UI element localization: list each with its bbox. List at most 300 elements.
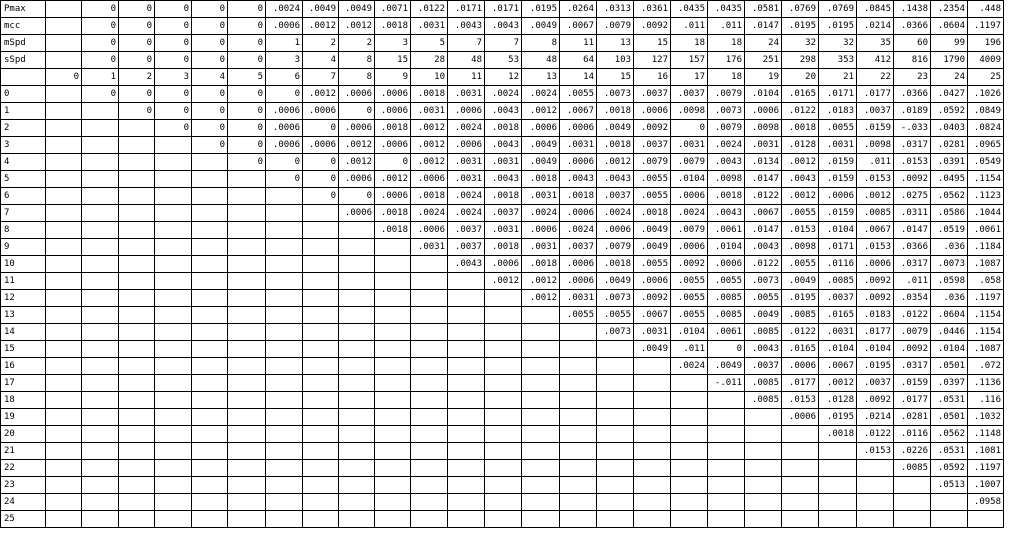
- grid-cell[interactable]: .0055: [782, 256, 819, 273]
- grid-cell[interactable]: 17: [671, 69, 708, 86]
- grid-cell[interactable]: [46, 511, 82, 528]
- grid-cell[interactable]: .1087: [968, 256, 1004, 273]
- grid-cell[interactable]: 0: [119, 35, 155, 52]
- grid-cell[interactable]: 23: [894, 69, 931, 86]
- grid-cell[interactable]: [266, 460, 303, 477]
- grid-cell[interactable]: 4: [303, 52, 339, 69]
- grid-cell[interactable]: .0435: [708, 1, 745, 18]
- grid-cell[interactable]: [339, 222, 375, 239]
- grid-cell[interactable]: .0043: [708, 154, 745, 171]
- row-label[interactable]: 8: [1, 222, 46, 239]
- grid-cell[interactable]: [82, 426, 119, 443]
- grid-cell[interactable]: .0012: [522, 273, 560, 290]
- grid-cell[interactable]: .0006: [339, 205, 375, 222]
- grid-cell[interactable]: [228, 494, 266, 511]
- grid-cell[interactable]: [192, 324, 228, 341]
- grid-cell[interactable]: [411, 443, 448, 460]
- row-label[interactable]: 11: [1, 273, 46, 290]
- grid-cell[interactable]: .0122: [745, 256, 782, 273]
- grid-cell[interactable]: .0159: [819, 205, 857, 222]
- grid-cell[interactable]: .0031: [819, 137, 857, 154]
- grid-cell[interactable]: [303, 392, 339, 409]
- grid-cell[interactable]: .0006: [745, 103, 782, 120]
- grid-cell[interactable]: .0006: [303, 137, 339, 154]
- grid-cell[interactable]: [485, 324, 522, 341]
- grid-cell[interactable]: [82, 273, 119, 290]
- grid-cell[interactable]: [634, 426, 671, 443]
- grid-cell[interactable]: .0006: [671, 239, 708, 256]
- grid-cell[interactable]: .0147: [745, 18, 782, 35]
- grid-cell[interactable]: 0: [228, 137, 266, 154]
- grid-cell[interactable]: 18: [708, 69, 745, 86]
- grid-cell[interactable]: .0024: [522, 205, 560, 222]
- grid-cell[interactable]: 0: [155, 86, 192, 103]
- grid-cell[interactable]: .0122: [411, 1, 448, 18]
- grid-cell[interactable]: .0031: [485, 154, 522, 171]
- grid-cell[interactable]: 0: [82, 86, 119, 103]
- grid-cell[interactable]: [266, 290, 303, 307]
- grid-cell[interactable]: .0116: [894, 426, 931, 443]
- grid-cell[interactable]: .1184: [968, 239, 1004, 256]
- grid-cell[interactable]: 15: [597, 69, 634, 86]
- grid-cell[interactable]: 0: [228, 103, 266, 120]
- grid-cell[interactable]: [894, 477, 931, 494]
- grid-cell[interactable]: .0317: [894, 256, 931, 273]
- grid-cell[interactable]: [303, 494, 339, 511]
- grid-cell[interactable]: .0006: [339, 171, 375, 188]
- grid-cell[interactable]: [192, 239, 228, 256]
- grid-cell[interactable]: .0031: [560, 290, 597, 307]
- grid-cell[interactable]: .0092: [634, 18, 671, 35]
- grid-cell[interactable]: 103: [597, 52, 634, 69]
- grid-cell[interactable]: 32: [782, 35, 819, 52]
- grid-cell[interactable]: [46, 188, 82, 205]
- grid-cell[interactable]: [119, 290, 155, 307]
- grid-cell[interactable]: .0006: [708, 256, 745, 273]
- grid-cell[interactable]: .0165: [782, 86, 819, 103]
- grid-cell[interactable]: [782, 477, 819, 494]
- grid-cell[interactable]: .0043: [485, 18, 522, 35]
- grid-cell[interactable]: .0147: [745, 222, 782, 239]
- grid-cell[interactable]: .0049: [708, 358, 745, 375]
- grid-cell[interactable]: [411, 358, 448, 375]
- grid-cell[interactable]: [155, 188, 192, 205]
- grid-cell[interactable]: 3: [266, 52, 303, 69]
- grid-cell[interactable]: [560, 409, 597, 426]
- grid-cell[interactable]: [266, 426, 303, 443]
- grid-cell[interactable]: [448, 494, 485, 511]
- grid-cell[interactable]: 0: [192, 137, 228, 154]
- grid-cell[interactable]: .0012: [857, 188, 894, 205]
- grid-cell[interactable]: .0018: [522, 171, 560, 188]
- grid-cell[interactable]: [119, 239, 155, 256]
- grid-cell[interactable]: .0012: [303, 86, 339, 103]
- grid-cell[interactable]: .0153: [894, 154, 931, 171]
- grid-cell[interactable]: .0122: [782, 324, 819, 341]
- grid-cell[interactable]: .0147: [745, 171, 782, 188]
- grid-cell[interactable]: [82, 409, 119, 426]
- grid-cell[interactable]: [82, 375, 119, 392]
- grid-cell[interactable]: .0024: [448, 188, 485, 205]
- grid-cell[interactable]: [745, 426, 782, 443]
- grid-cell[interactable]: [82, 103, 119, 120]
- grid-cell[interactable]: [411, 409, 448, 426]
- grid-cell[interactable]: .0018: [560, 188, 597, 205]
- grid-cell[interactable]: .0043: [560, 171, 597, 188]
- grid-cell[interactable]: 0: [303, 188, 339, 205]
- grid-cell[interactable]: .0006: [266, 137, 303, 154]
- grid-cell[interactable]: .0055: [634, 171, 671, 188]
- grid-cell[interactable]: [192, 154, 228, 171]
- grid-cell[interactable]: .0006: [857, 256, 894, 273]
- grid-cell[interactable]: [266, 443, 303, 460]
- grid-cell[interactable]: [82, 392, 119, 409]
- grid-cell[interactable]: [266, 222, 303, 239]
- grid-cell[interactable]: .0018: [375, 205, 411, 222]
- grid-cell[interactable]: [339, 494, 375, 511]
- grid-cell[interactable]: .0275: [894, 188, 931, 205]
- grid-cell[interactable]: .011: [708, 18, 745, 35]
- grid-cell[interactable]: 15: [634, 35, 671, 52]
- grid-cell[interactable]: [46, 273, 82, 290]
- grid-cell[interactable]: [411, 426, 448, 443]
- grid-cell[interactable]: [634, 494, 671, 511]
- grid-cell[interactable]: .0049: [303, 1, 339, 18]
- grid-cell[interactable]: [522, 443, 560, 460]
- grid-cell[interactable]: .0159: [894, 375, 931, 392]
- grid-cell[interactable]: [819, 443, 857, 460]
- grid-cell[interactable]: 0: [228, 86, 266, 103]
- grid-cell[interactable]: .0055: [671, 273, 708, 290]
- grid-cell[interactable]: [155, 460, 192, 477]
- grid-cell[interactable]: .0037: [560, 239, 597, 256]
- grid-cell[interactable]: .0037: [671, 86, 708, 103]
- grid-cell[interactable]: .0128: [819, 392, 857, 409]
- grid-cell[interactable]: .0098: [857, 137, 894, 154]
- grid-cell[interactable]: [819, 494, 857, 511]
- row-label[interactable]: 2: [1, 120, 46, 137]
- grid-cell[interactable]: .0006: [411, 222, 448, 239]
- grid-cell[interactable]: .0006: [634, 103, 671, 120]
- grid-cell[interactable]: [119, 511, 155, 528]
- grid-cell[interactable]: .0092: [634, 290, 671, 307]
- row-label[interactable]: sSpd: [1, 52, 46, 69]
- grid-cell[interactable]: [266, 375, 303, 392]
- grid-cell[interactable]: 353: [819, 52, 857, 69]
- row-label[interactable]: [1, 69, 46, 86]
- grid-cell[interactable]: [119, 307, 155, 324]
- grid-cell[interactable]: .0513: [931, 477, 968, 494]
- grid-cell[interactable]: .0165: [782, 341, 819, 358]
- grid-cell[interactable]: .0098: [782, 239, 819, 256]
- grid-cell[interactable]: .0281: [931, 137, 968, 154]
- grid-cell[interactable]: .0024: [522, 86, 560, 103]
- grid-cell[interactable]: .0031: [448, 86, 485, 103]
- grid-cell[interactable]: .0037: [857, 375, 894, 392]
- grid-cell[interactable]: [192, 171, 228, 188]
- grid-cell[interactable]: 0: [82, 35, 119, 52]
- grid-cell[interactable]: .0018: [375, 120, 411, 137]
- grid-cell[interactable]: .0085: [745, 392, 782, 409]
- grid-cell[interactable]: 28: [411, 52, 448, 69]
- grid-cell[interactable]: [228, 443, 266, 460]
- grid-cell[interactable]: [339, 256, 375, 273]
- grid-cell[interactable]: .1197: [968, 460, 1004, 477]
- grid-cell[interactable]: .0104: [857, 341, 894, 358]
- grid-cell[interactable]: [228, 324, 266, 341]
- grid-cell[interactable]: 3: [155, 69, 192, 86]
- grid-cell[interactable]: .0018: [597, 103, 634, 120]
- grid-cell[interactable]: [894, 511, 931, 528]
- grid-cell[interactable]: 0: [228, 1, 266, 18]
- grid-cell[interactable]: [597, 477, 634, 494]
- grid-cell[interactable]: .0018: [522, 256, 560, 273]
- grid-cell[interactable]: .0024: [560, 222, 597, 239]
- grid-cell[interactable]: 0: [155, 1, 192, 18]
- row-label[interactable]: 4: [1, 154, 46, 171]
- grid-cell[interactable]: .0958: [968, 494, 1004, 511]
- grid-cell[interactable]: [266, 358, 303, 375]
- grid-cell[interactable]: [634, 358, 671, 375]
- grid-cell[interactable]: .0018: [819, 426, 857, 443]
- grid-cell[interactable]: [782, 443, 819, 460]
- grid-cell[interactable]: .0006: [411, 171, 448, 188]
- grid-cell[interactable]: .0012: [782, 154, 819, 171]
- grid-cell[interactable]: [448, 273, 485, 290]
- grid-cell[interactable]: .0073: [597, 86, 634, 103]
- grid-cell[interactable]: 251: [745, 52, 782, 69]
- grid-cell[interactable]: .0171: [448, 1, 485, 18]
- grid-cell[interactable]: [819, 460, 857, 477]
- grid-cell[interactable]: .0067: [857, 222, 894, 239]
- row-label[interactable]: 1: [1, 103, 46, 120]
- grid-cell[interactable]: .0965: [968, 137, 1004, 154]
- grid-cell[interactable]: .0562: [931, 426, 968, 443]
- grid-cell[interactable]: [119, 494, 155, 511]
- grid-cell[interactable]: .0006: [485, 256, 522, 273]
- grid-cell[interactable]: .0037: [857, 103, 894, 120]
- grid-cell[interactable]: .0006: [375, 188, 411, 205]
- grid-cell[interactable]: [119, 426, 155, 443]
- grid-cell[interactable]: .0092: [634, 120, 671, 137]
- grid-cell[interactable]: [339, 307, 375, 324]
- grid-cell[interactable]: [671, 443, 708, 460]
- grid-cell[interactable]: [375, 494, 411, 511]
- grid-cell[interactable]: [303, 205, 339, 222]
- grid-cell[interactable]: .0055: [560, 307, 597, 324]
- grid-cell[interactable]: .0006: [560, 205, 597, 222]
- grid-cell[interactable]: .0055: [597, 307, 634, 324]
- grid-cell[interactable]: [46, 477, 82, 494]
- grid-cell[interactable]: [82, 477, 119, 494]
- grid-cell[interactable]: .0122: [745, 188, 782, 205]
- grid-cell[interactable]: .0012: [411, 120, 448, 137]
- grid-cell[interactable]: [82, 494, 119, 511]
- grid-cell[interactable]: .0177: [782, 375, 819, 392]
- grid-cell[interactable]: [745, 494, 782, 511]
- grid-cell[interactable]: [192, 188, 228, 205]
- grid-cell[interactable]: 0: [228, 154, 266, 171]
- grid-cell[interactable]: [155, 392, 192, 409]
- grid-cell[interactable]: 15: [375, 52, 411, 69]
- row-label[interactable]: 0: [1, 86, 46, 103]
- grid-cell[interactable]: [411, 324, 448, 341]
- grid-cell[interactable]: .0153: [857, 443, 894, 460]
- grid-cell[interactable]: [303, 273, 339, 290]
- grid-cell[interactable]: .0006: [303, 103, 339, 120]
- grid-cell[interactable]: [375, 324, 411, 341]
- grid-cell[interactable]: .0769: [819, 1, 857, 18]
- grid-cell[interactable]: 2: [303, 35, 339, 52]
- grid-cell[interactable]: 0: [228, 120, 266, 137]
- grid-cell[interactable]: [119, 205, 155, 222]
- grid-cell[interactable]: [192, 358, 228, 375]
- grid-cell[interactable]: [46, 1, 82, 18]
- grid-cell[interactable]: [671, 460, 708, 477]
- grid-cell[interactable]: 48: [522, 52, 560, 69]
- grid-cell[interactable]: 0: [266, 154, 303, 171]
- grid-cell[interactable]: .0435: [671, 1, 708, 18]
- grid-cell[interactable]: [560, 426, 597, 443]
- grid-cell[interactable]: [155, 307, 192, 324]
- grid-cell[interactable]: .0061: [968, 222, 1004, 239]
- grid-cell[interactable]: [228, 188, 266, 205]
- grid-cell[interactable]: [192, 256, 228, 273]
- grid-cell[interactable]: .0012: [411, 154, 448, 171]
- grid-cell[interactable]: [155, 494, 192, 511]
- row-label[interactable]: 25: [1, 511, 46, 528]
- grid-cell[interactable]: [339, 358, 375, 375]
- grid-cell[interactable]: [708, 426, 745, 443]
- grid-cell[interactable]: [560, 511, 597, 528]
- grid-cell[interactable]: .0311: [894, 205, 931, 222]
- grid-cell[interactable]: .116: [968, 392, 1004, 409]
- grid-cell[interactable]: .448: [968, 1, 1004, 18]
- grid-cell[interactable]: [448, 426, 485, 443]
- grid-cell[interactable]: [411, 307, 448, 324]
- grid-cell[interactable]: [339, 477, 375, 494]
- grid-cell[interactable]: 0: [192, 103, 228, 120]
- grid-cell[interactable]: [82, 341, 119, 358]
- grid-cell[interactable]: [597, 358, 634, 375]
- grid-cell[interactable]: [708, 477, 745, 494]
- grid-cell[interactable]: .0495: [931, 171, 968, 188]
- grid-cell[interactable]: .0031: [745, 137, 782, 154]
- grid-cell[interactable]: .0195: [819, 409, 857, 426]
- grid-cell[interactable]: 0: [228, 18, 266, 35]
- grid-cell[interactable]: .0079: [671, 222, 708, 239]
- grid-cell[interactable]: [411, 460, 448, 477]
- grid-cell[interactable]: .0067: [560, 18, 597, 35]
- grid-cell[interactable]: [448, 443, 485, 460]
- grid-cell[interactable]: [46, 341, 82, 358]
- grid-cell[interactable]: .0098: [708, 171, 745, 188]
- grid-cell[interactable]: [782, 511, 819, 528]
- grid-cell[interactable]: .0092: [671, 256, 708, 273]
- grid-cell[interactable]: [411, 477, 448, 494]
- grid-cell[interactable]: [266, 511, 303, 528]
- grid-cell[interactable]: [708, 511, 745, 528]
- grid-cell[interactable]: .0366: [894, 18, 931, 35]
- grid-cell[interactable]: 0: [155, 103, 192, 120]
- grid-cell[interactable]: .0122: [857, 426, 894, 443]
- grid-cell[interactable]: [485, 375, 522, 392]
- grid-cell[interactable]: [228, 460, 266, 477]
- grid-cell[interactable]: .0159: [819, 171, 857, 188]
- grid-cell[interactable]: [671, 511, 708, 528]
- grid-cell[interactable]: .0177: [857, 86, 894, 103]
- grid-cell[interactable]: [155, 205, 192, 222]
- grid-cell[interactable]: .0006: [560, 256, 597, 273]
- grid-cell[interactable]: [119, 171, 155, 188]
- grid-cell[interactable]: [597, 460, 634, 477]
- grid-cell[interactable]: 2: [119, 69, 155, 86]
- grid-cell[interactable]: 1: [82, 69, 119, 86]
- grid-cell[interactable]: 10: [411, 69, 448, 86]
- grid-cell[interactable]: .0391: [931, 154, 968, 171]
- grid-cell[interactable]: 0: [119, 1, 155, 18]
- grid-cell[interactable]: [894, 494, 931, 511]
- grid-cell[interactable]: [192, 392, 228, 409]
- grid-cell[interactable]: 196: [968, 35, 1004, 52]
- grid-cell[interactable]: [485, 409, 522, 426]
- grid-cell[interactable]: .0037: [819, 290, 857, 307]
- grid-cell[interactable]: .0055: [745, 290, 782, 307]
- grid-cell[interactable]: .0085: [708, 307, 745, 324]
- grid-cell[interactable]: [228, 171, 266, 188]
- grid-cell[interactable]: .0183: [857, 307, 894, 324]
- grid-cell[interactable]: [228, 222, 266, 239]
- grid-cell[interactable]: .011: [857, 154, 894, 171]
- grid-cell[interactable]: [339, 273, 375, 290]
- row-label[interactable]: 14: [1, 324, 46, 341]
- grid-cell[interactable]: .0122: [894, 307, 931, 324]
- grid-cell[interactable]: [228, 273, 266, 290]
- grid-cell[interactable]: .0171: [819, 239, 857, 256]
- grid-cell[interactable]: 11: [448, 69, 485, 86]
- grid-cell[interactable]: [192, 443, 228, 460]
- grid-cell[interactable]: [266, 494, 303, 511]
- grid-cell[interactable]: .0098: [745, 120, 782, 137]
- grid-cell[interactable]: .1148: [968, 426, 1004, 443]
- grid-cell[interactable]: [119, 392, 155, 409]
- grid-cell[interactable]: .0769: [782, 1, 819, 18]
- grid-cell[interactable]: .0598: [931, 273, 968, 290]
- grid-cell[interactable]: [303, 290, 339, 307]
- grid-cell[interactable]: 18: [671, 35, 708, 52]
- grid-cell[interactable]: [192, 307, 228, 324]
- grid-cell[interactable]: [155, 511, 192, 528]
- grid-cell[interactable]: [411, 273, 448, 290]
- grid-cell[interactable]: [46, 205, 82, 222]
- row-label[interactable]: 6: [1, 188, 46, 205]
- grid-cell[interactable]: [228, 426, 266, 443]
- grid-cell[interactable]: .0049: [522, 154, 560, 171]
- grid-cell[interactable]: [819, 477, 857, 494]
- grid-cell[interactable]: [119, 375, 155, 392]
- grid-cell[interactable]: .0153: [857, 171, 894, 188]
- grid-cell[interactable]: [119, 188, 155, 205]
- grid-cell[interactable]: [266, 477, 303, 494]
- grid-cell[interactable]: .0159: [819, 154, 857, 171]
- grid-cell[interactable]: 2: [339, 35, 375, 52]
- grid-cell[interactable]: [46, 290, 82, 307]
- grid-cell[interactable]: 18: [708, 35, 745, 52]
- grid-cell[interactable]: 3: [375, 35, 411, 52]
- grid-cell[interactable]: .0531: [931, 443, 968, 460]
- grid-cell[interactable]: 0: [708, 341, 745, 358]
- grid-cell[interactable]: .0195: [819, 18, 857, 35]
